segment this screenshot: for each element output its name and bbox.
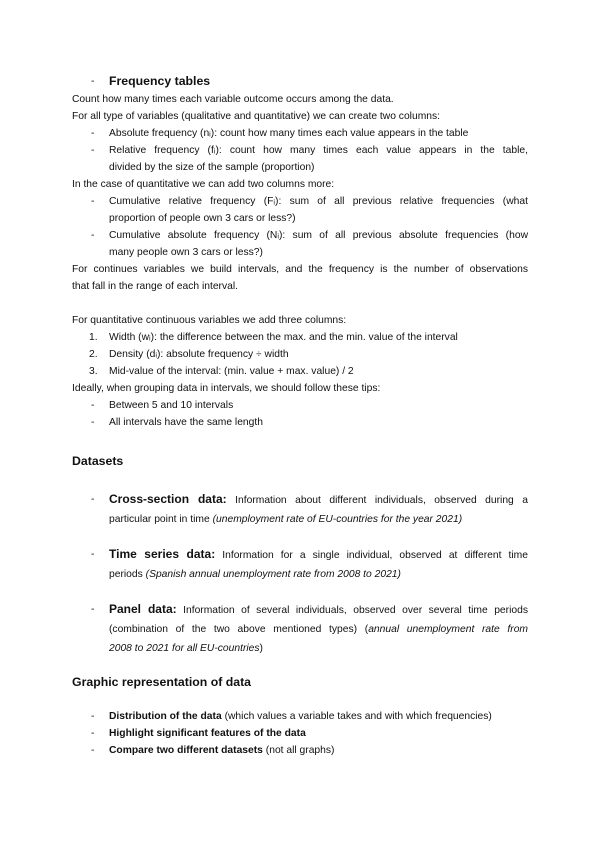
datasets-heading: Datasets bbox=[72, 454, 124, 468]
continuous-paragraph: For continues variables we build intervals, and the frequency is the number of observations that fall in the range of each interval. bbox=[72, 264, 528, 292]
frequency-intro-1: Count how many times each variable outcome occurs among the data. bbox=[72, 94, 394, 105]
tip-item-2: - All intervals have the same length bbox=[72, 414, 528, 431]
time-series-title: Time series data: bbox=[109, 547, 216, 561]
graphic-item-1: - Distribution of the data (which values a variable takes and with which frequencies) bbox=[72, 708, 528, 725]
relative-frequency-item: - Relative frequency (fᵢ): count how many times each value appears in the table, divided by the size of the sample (proportion) bbox=[72, 142, 528, 176]
absolute-frequency-item: - Absolute frequency (nᵢ): count how many times each value appears in the table bbox=[72, 125, 528, 142]
frequency-intro-2: For all type of variables (qualitative and quantitative) we can create two columns: bbox=[72, 111, 441, 122]
three-columns-intro: For quantitative continuous variables we add three columns: bbox=[72, 315, 347, 326]
cross-section-item: - Cross-section data: Information about different individuals, observed during a particular point in time (unemployment rate of EU-countries for the year 2021) bbox=[72, 490, 528, 529]
quantitative-intro: In the case of quantitative we can add two columns more: bbox=[72, 179, 335, 190]
mid-value-item: 3. Mid-value of the interval: (min. value + max. value) / 2 bbox=[89, 366, 354, 377]
density-item: 2. Density (dᵢ): absolute frequency ÷ width bbox=[89, 349, 289, 360]
graphic-item-2: - Highlight significant features of the data bbox=[72, 725, 528, 742]
cross-section-title: Cross-section data: bbox=[109, 492, 227, 506]
graphic-representation-heading: Graphic representation of data bbox=[72, 675, 252, 689]
cumulative-relative-item: - Cumulative relative frequency (Fᵢ): sum of all previous relative frequencies (what proportion of people own 3 cars or less?) bbox=[72, 193, 528, 227]
graphic-item-3: - Compare two different datasets (not all graphs) bbox=[72, 742, 528, 759]
frequency-tables-heading: - Frequency tables bbox=[72, 73, 528, 91]
tips-intro: Ideally, when grouping data in intervals, we should follow these tips: bbox=[72, 383, 381, 394]
panel-data-title: Panel data: bbox=[109, 602, 177, 616]
tip-item-1: - Between 5 and 10 intervals bbox=[72, 397, 528, 414]
time-series-item: - Time series data: Information for a single individual, observed at different time periods (Spanish annual unemployment rate from 2008 to 2021) bbox=[72, 545, 528, 584]
width-item: 1. Width (wᵢ): the difference between the max. and the min. value of the interval bbox=[89, 332, 458, 343]
panel-data-item: - Panel data: Information of several individuals, observed over several time periods (combination of the two above mentioned types) (annual unemployment rate from 2008 to 2021 for all EU-countries) bbox=[72, 600, 528, 658]
cumulative-absolute-item: - Cumulative absolute frequency (Nᵢ): sum of all previous absolute frequencies (how many people own 3 cars or less?) bbox=[72, 227, 528, 261]
